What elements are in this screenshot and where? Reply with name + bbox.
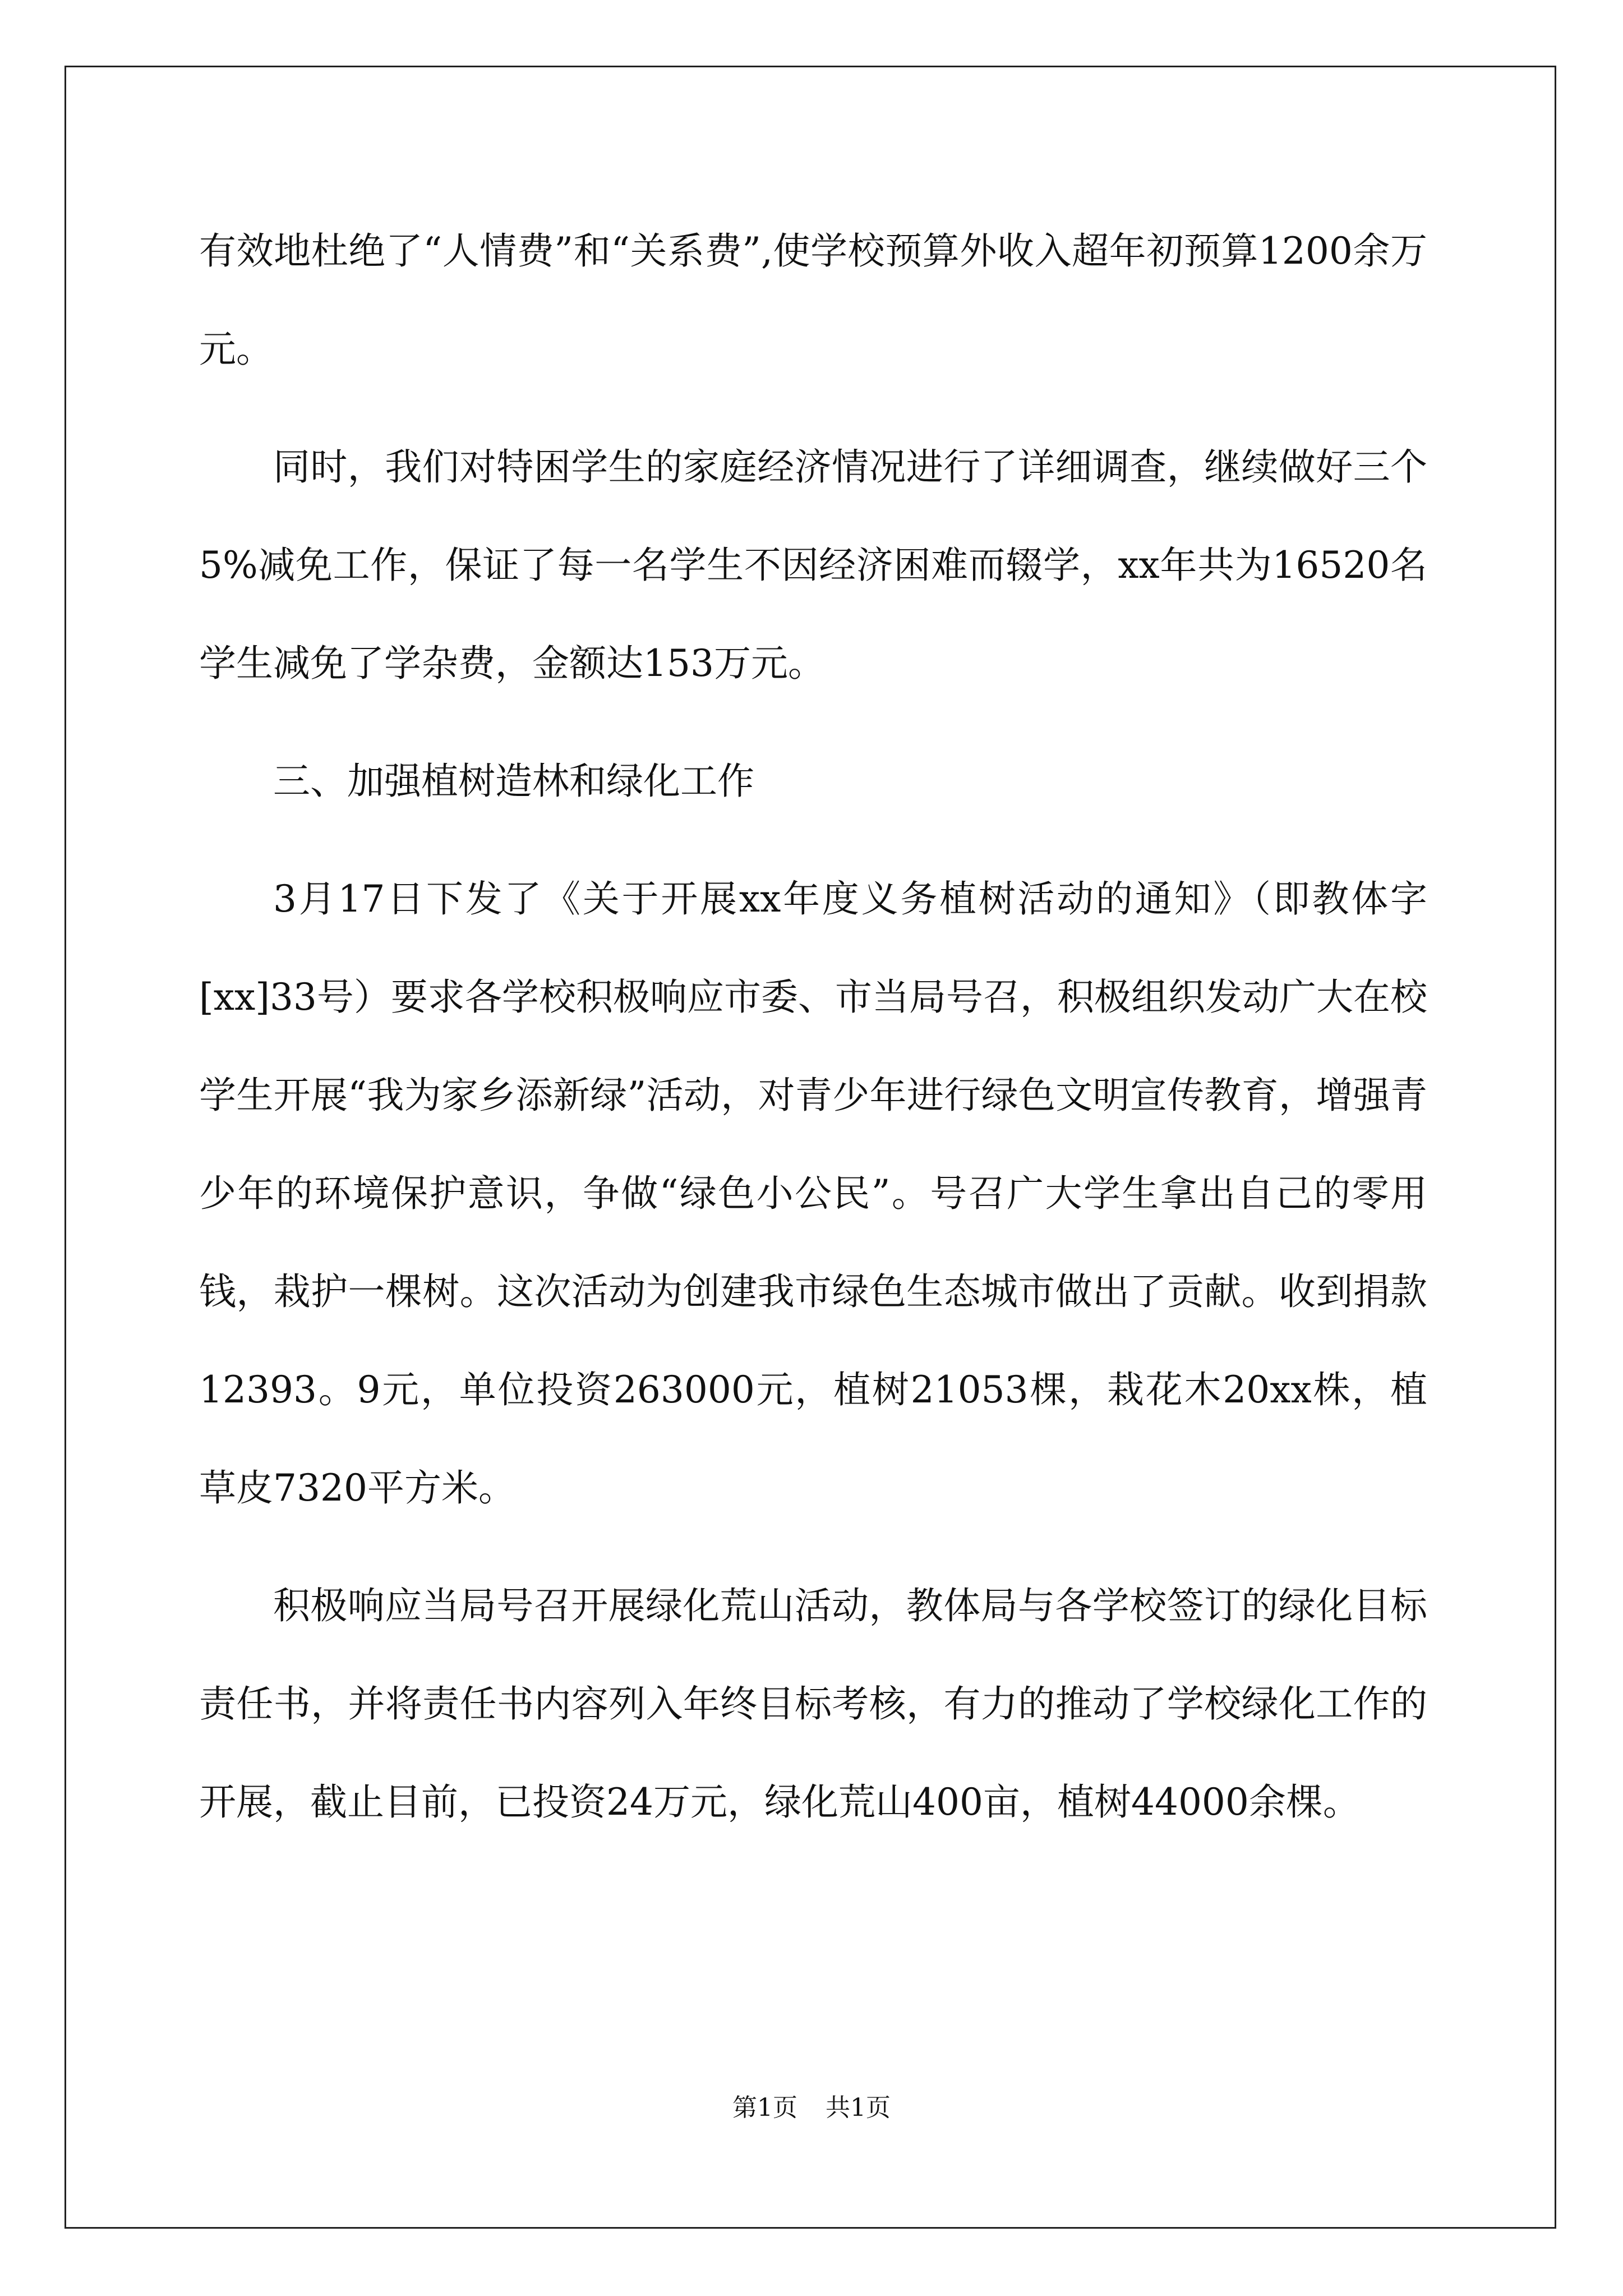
paragraph: 有效地杜绝了“人情费”和“关系费”,使学校预算外收入超年初预算1200余万元。: [199, 229, 1427, 371]
section-heading: 三、加强植树造林和绿化工作: [273, 760, 754, 803]
document-body: [199, 202, 1427, 1871]
paragraph: 3月17日下发了《关于开展xx年度义务植树活动的通知》（即教体字[xx]33号）要求各学校积极响应市委、市当局号召，积极组织发动广大在校学生开展“我为家乡添新绿”活动，对青少年进行绿色文明宣传教育，增强青少年的环境保护意识，争做“绿色小公民”。号召广大学生拿出自己的零用钱，栽护一棵树。这次活动为创建我市绿色生态城市做出了贡献。收到捐款12393。9元，单位投资263000元，植树21053棵，栽花木20xx株，植草皮7320平方米。: [199, 877, 1427, 1510]
page-number: 第1页: [732, 2093, 797, 2122]
page-total: 共1页: [826, 2093, 891, 2122]
page-footer: [0, 2091, 1623, 2125]
paragraph: 同时，我们对特困学生的家庭经济情况进行了详细调查，继续做好三个5%减免工作，保证了每一名学生不因经济困难而辍学，xx年共为16520名学生减免了学杂费，金额达153万元。: [199, 445, 1427, 685]
paragraph: 积极响应当局号召开展绿化荒山活动，教体局与各学校签订的绿化目标责任书，并将责任书内容列入年终目标考核，有力的推动了学校绿化工作的开展，截止目前，已投资24万元，绿化荒山400亩，植树44000余棵。: [199, 1584, 1427, 1824]
